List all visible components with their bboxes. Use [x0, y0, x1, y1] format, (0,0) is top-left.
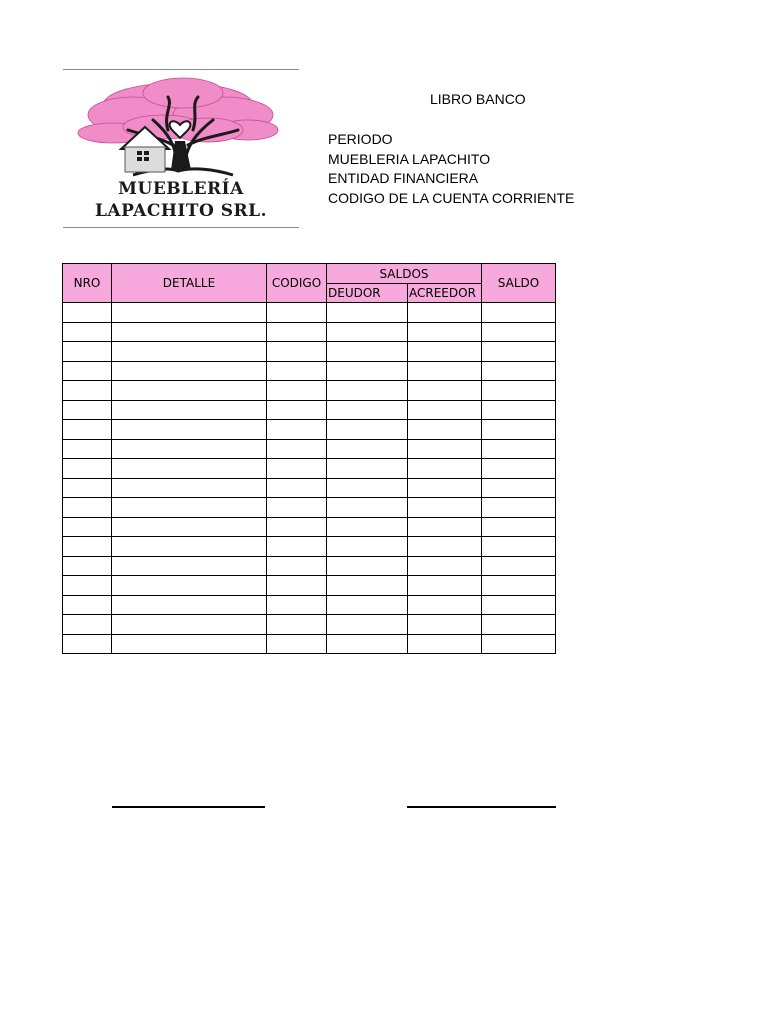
table-cell[interactable]	[327, 400, 408, 420]
table-cell[interactable]	[482, 517, 556, 537]
table-cell[interactable]	[112, 342, 267, 362]
table-cell[interactable]	[267, 322, 327, 342]
table-cell[interactable]	[112, 615, 267, 635]
table-cell[interactable]	[112, 420, 267, 440]
table-cell[interactable]	[112, 381, 267, 401]
header-saldos: SALDOS	[327, 264, 482, 284]
logo-line-2: LAPACHITO SRL.	[94, 201, 268, 221]
table-cell[interactable]	[327, 303, 408, 323]
table-cell[interactable]	[327, 420, 408, 440]
table-cell[interactable]	[63, 322, 112, 342]
table-cell[interactable]	[112, 478, 267, 498]
table-cell[interactable]	[112, 361, 267, 381]
table-cell[interactable]	[408, 634, 482, 654]
ledger-body	[63, 303, 556, 654]
table-cell[interactable]	[482, 400, 556, 420]
table-cell[interactable]	[267, 439, 327, 459]
info-account-code: CODIGO DE LA CUENTA CORRIENTE	[328, 189, 575, 206]
table-cell[interactable]	[408, 537, 482, 557]
table-cell[interactable]	[112, 537, 267, 557]
company-logo	[63, 69, 299, 229]
table-cell[interactable]	[482, 361, 556, 381]
header-nro: NRO	[63, 264, 112, 303]
table-cell[interactable]	[327, 361, 408, 381]
table-cell[interactable]	[267, 381, 327, 401]
table-cell[interactable]	[267, 400, 327, 420]
table-row	[63, 400, 556, 420]
table-cell[interactable]	[408, 498, 482, 518]
table-cell[interactable]	[327, 517, 408, 537]
table-cell[interactable]	[327, 498, 408, 518]
signature-line-right	[407, 806, 556, 808]
header-acreedor: ACREEDOR	[408, 284, 482, 303]
info-entity: ENTIDAD FINANCIERA	[328, 170, 479, 186]
document-info	[328, 130, 574, 208]
table-cell[interactable]	[112, 556, 267, 576]
table-cell[interactable]	[408, 517, 482, 537]
table-cell[interactable]	[112, 517, 267, 537]
table-cell[interactable]	[112, 576, 267, 596]
table-cell[interactable]	[63, 420, 112, 440]
table-row	[63, 361, 556, 381]
table-cell[interactable]	[267, 459, 327, 479]
info-periodo: PERIODO	[328, 131, 393, 147]
document-title: LIBRO BANCO	[430, 91, 526, 107]
table-cell[interactable]	[408, 342, 482, 362]
table-row	[63, 615, 556, 635]
table-cell[interactable]	[267, 615, 327, 635]
table-cell[interactable]	[327, 556, 408, 576]
table-cell[interactable]	[327, 381, 408, 401]
table-cell[interactable]	[63, 459, 112, 479]
header-deudor: DEUDOR	[327, 284, 408, 303]
table-row	[63, 537, 556, 557]
table-cell[interactable]	[408, 595, 482, 615]
table-cell[interactable]	[327, 439, 408, 459]
table-cell[interactable]	[408, 459, 482, 479]
table-cell[interactable]	[482, 615, 556, 635]
table-cell[interactable]	[63, 342, 112, 362]
table-cell[interactable]	[63, 537, 112, 557]
table-cell[interactable]	[267, 556, 327, 576]
logo-line-1: MUEBLERÍA	[118, 179, 244, 199]
table-cell[interactable]	[482, 556, 556, 576]
table-cell[interactable]	[112, 400, 267, 420]
table-row	[63, 439, 556, 459]
table-cell[interactable]	[112, 303, 267, 323]
table-cell[interactable]	[408, 322, 482, 342]
table-cell[interactable]	[63, 615, 112, 635]
table-cell[interactable]	[112, 322, 267, 342]
table-cell[interactable]	[327, 342, 408, 362]
table-cell[interactable]	[63, 576, 112, 596]
table-cell[interactable]	[482, 498, 556, 518]
table-cell[interactable]	[327, 615, 408, 635]
table-row	[63, 459, 556, 479]
table-row	[63, 634, 556, 654]
header-codigo: CODIGO	[267, 264, 327, 303]
table-cell[interactable]	[327, 576, 408, 596]
table-cell[interactable]	[112, 595, 267, 615]
table-row	[63, 420, 556, 440]
table-cell[interactable]	[408, 381, 482, 401]
table-cell[interactable]	[267, 478, 327, 498]
table-cell[interactable]	[267, 361, 327, 381]
table-row	[63, 342, 556, 362]
table-cell[interactable]	[112, 498, 267, 518]
table-cell[interactable]	[482, 381, 556, 401]
table-cell[interactable]	[408, 576, 482, 596]
signature-line-left	[112, 806, 265, 808]
table-cell[interactable]	[63, 381, 112, 401]
table-cell[interactable]	[482, 322, 556, 342]
table-cell[interactable]	[482, 595, 556, 615]
table-cell[interactable]	[63, 498, 112, 518]
table-row	[63, 322, 556, 342]
table-cell[interactable]	[63, 361, 112, 381]
table-cell[interactable]	[63, 634, 112, 654]
table-cell[interactable]	[408, 303, 482, 323]
table-cell[interactable]	[267, 498, 327, 518]
table-cell[interactable]	[482, 537, 556, 557]
table-cell[interactable]	[408, 400, 482, 420]
table-row	[63, 498, 556, 518]
info-company: MUEBLERIA LAPACHITO	[328, 150, 491, 167]
table-row	[63, 595, 556, 615]
table-cell[interactable]	[267, 576, 327, 596]
table-cell[interactable]	[112, 634, 267, 654]
table-cell[interactable]	[267, 342, 327, 362]
table-cell[interactable]	[327, 634, 408, 654]
table-cell[interactable]	[63, 439, 112, 459]
table-cell[interactable]	[482, 634, 556, 654]
ledger-table	[62, 263, 556, 654]
table-row	[63, 478, 556, 498]
table-cell[interactable]	[482, 459, 556, 479]
table-cell[interactable]	[267, 595, 327, 615]
table-cell[interactable]	[63, 517, 112, 537]
table-cell[interactable]	[408, 478, 482, 498]
table-cell[interactable]	[327, 537, 408, 557]
table-cell[interactable]	[482, 303, 556, 323]
table-cell[interactable]	[63, 478, 112, 498]
table-cell[interactable]	[327, 595, 408, 615]
table-cell[interactable]	[327, 322, 408, 342]
table-cell[interactable]	[482, 420, 556, 440]
table-cell[interactable]	[408, 420, 482, 440]
table-cell[interactable]	[63, 595, 112, 615]
header-detalle: DETALLE	[112, 264, 267, 303]
header-saldo: SALDO	[482, 264, 556, 303]
table-cell[interactable]	[408, 361, 482, 381]
logo-top-rule	[63, 69, 299, 70]
table-cell[interactable]	[327, 478, 408, 498]
table-cell[interactable]	[327, 459, 408, 479]
table-cell[interactable]	[112, 439, 267, 459]
table-cell[interactable]	[63, 556, 112, 576]
table-cell[interactable]	[267, 517, 327, 537]
table-cell[interactable]	[408, 556, 482, 576]
table-cell[interactable]	[267, 420, 327, 440]
table-row	[63, 381, 556, 401]
tree-house-icon	[73, 75, 283, 183]
table-cell[interactable]	[112, 459, 267, 479]
table-cell[interactable]	[482, 439, 556, 459]
table-cell[interactable]	[408, 439, 482, 459]
table-cell[interactable]	[482, 478, 556, 498]
table-cell[interactable]	[482, 576, 556, 596]
table-cell[interactable]	[63, 400, 112, 420]
table-row	[63, 303, 556, 323]
table-cell[interactable]	[408, 615, 482, 635]
table-cell[interactable]	[63, 303, 112, 323]
table-row	[63, 517, 556, 537]
table-cell[interactable]	[267, 537, 327, 557]
table-cell[interactable]	[482, 342, 556, 362]
table-row	[63, 576, 556, 596]
table-cell[interactable]	[267, 634, 327, 654]
table-cell[interactable]	[267, 303, 327, 323]
table-row	[63, 556, 556, 576]
logo-bottom-rule	[63, 227, 299, 228]
